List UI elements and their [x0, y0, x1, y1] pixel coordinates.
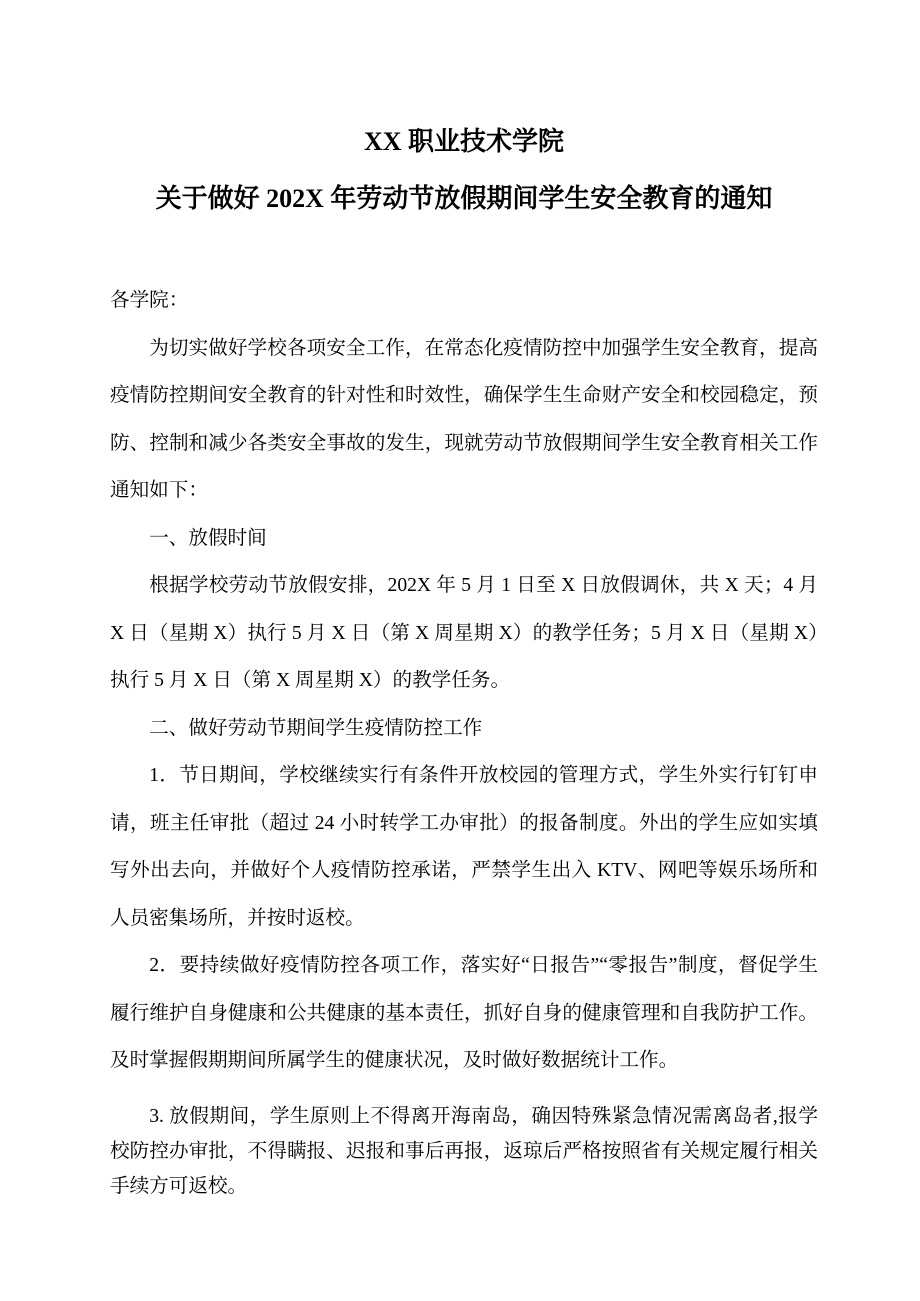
section-2-heading: 二、做好劳动节期间学生疫情防控工作 — [149, 717, 483, 739]
item-3-paragraph: 3. 放假期间，学生原则上不得离开海南岛，确因特殊紧急情况需离岛者,报学校防控办审批，不得瞒报、迟报和事后再报，返琼后严格按照省有关规定履行相关手续方可返校。 — [110, 1105, 818, 1197]
holiday-schedule-paragraph: 根据学校劳动节放假安排，202X 年 5 月 1 日至 X 日放假调休，共 X 天；4 月 X 日（星期 X）执行 5 月 X 日（第 X 周星期 X）的教学任务；5 月 X 日（星期 X）执行 5 月 X 日（第 X 周星期 X）的教学任务。 — [110, 575, 818, 691]
document-subtitle: 关于做好 202X 年劳动节放假期间学生安全教育的通知 — [155, 183, 773, 213]
salutation-line: 各学院： — [110, 290, 189, 311]
item-1-paragraph: 1．节日期间，学校继续实行有条件开放校园的管理方式，学生外实行钉钉申请，班主任审批（超过 24 小时转学工办审批）的报备制度。外出的学生应如实填写外出去向，并做好个人疫情防控承诺，严禁学生出入 KTV、网吧等娱乐场所和人员密集场所，并按时返校。 — [110, 765, 818, 929]
document-title: XX 职业技术学院 — [363, 127, 565, 156]
item-2-paragraph: 2．要持续做好疫情防控各项工作，落实好“日报告”“零报告”制度，督促学生履行维护自身健康和公共健康的基本责任，抓好自身的健康管理和自我防护工作。及时掌握假期期间所属学生的健康状况，及时做好数据统计工作。 — [110, 955, 818, 1071]
section-1-heading: 一、放假时间 — [149, 527, 267, 549]
intro-paragraph: 为切实做好学校各项安全工作，在常态化疫情防控中加强学生安全教育，提高疫情防控期间安全教育的针对性和时效性，确保学生生命财产安全和校园稳定，预防、控制和减少各类安全事故的发生，现就劳动节放假期间学生安全教育相关工作通知如下： — [110, 337, 818, 501]
